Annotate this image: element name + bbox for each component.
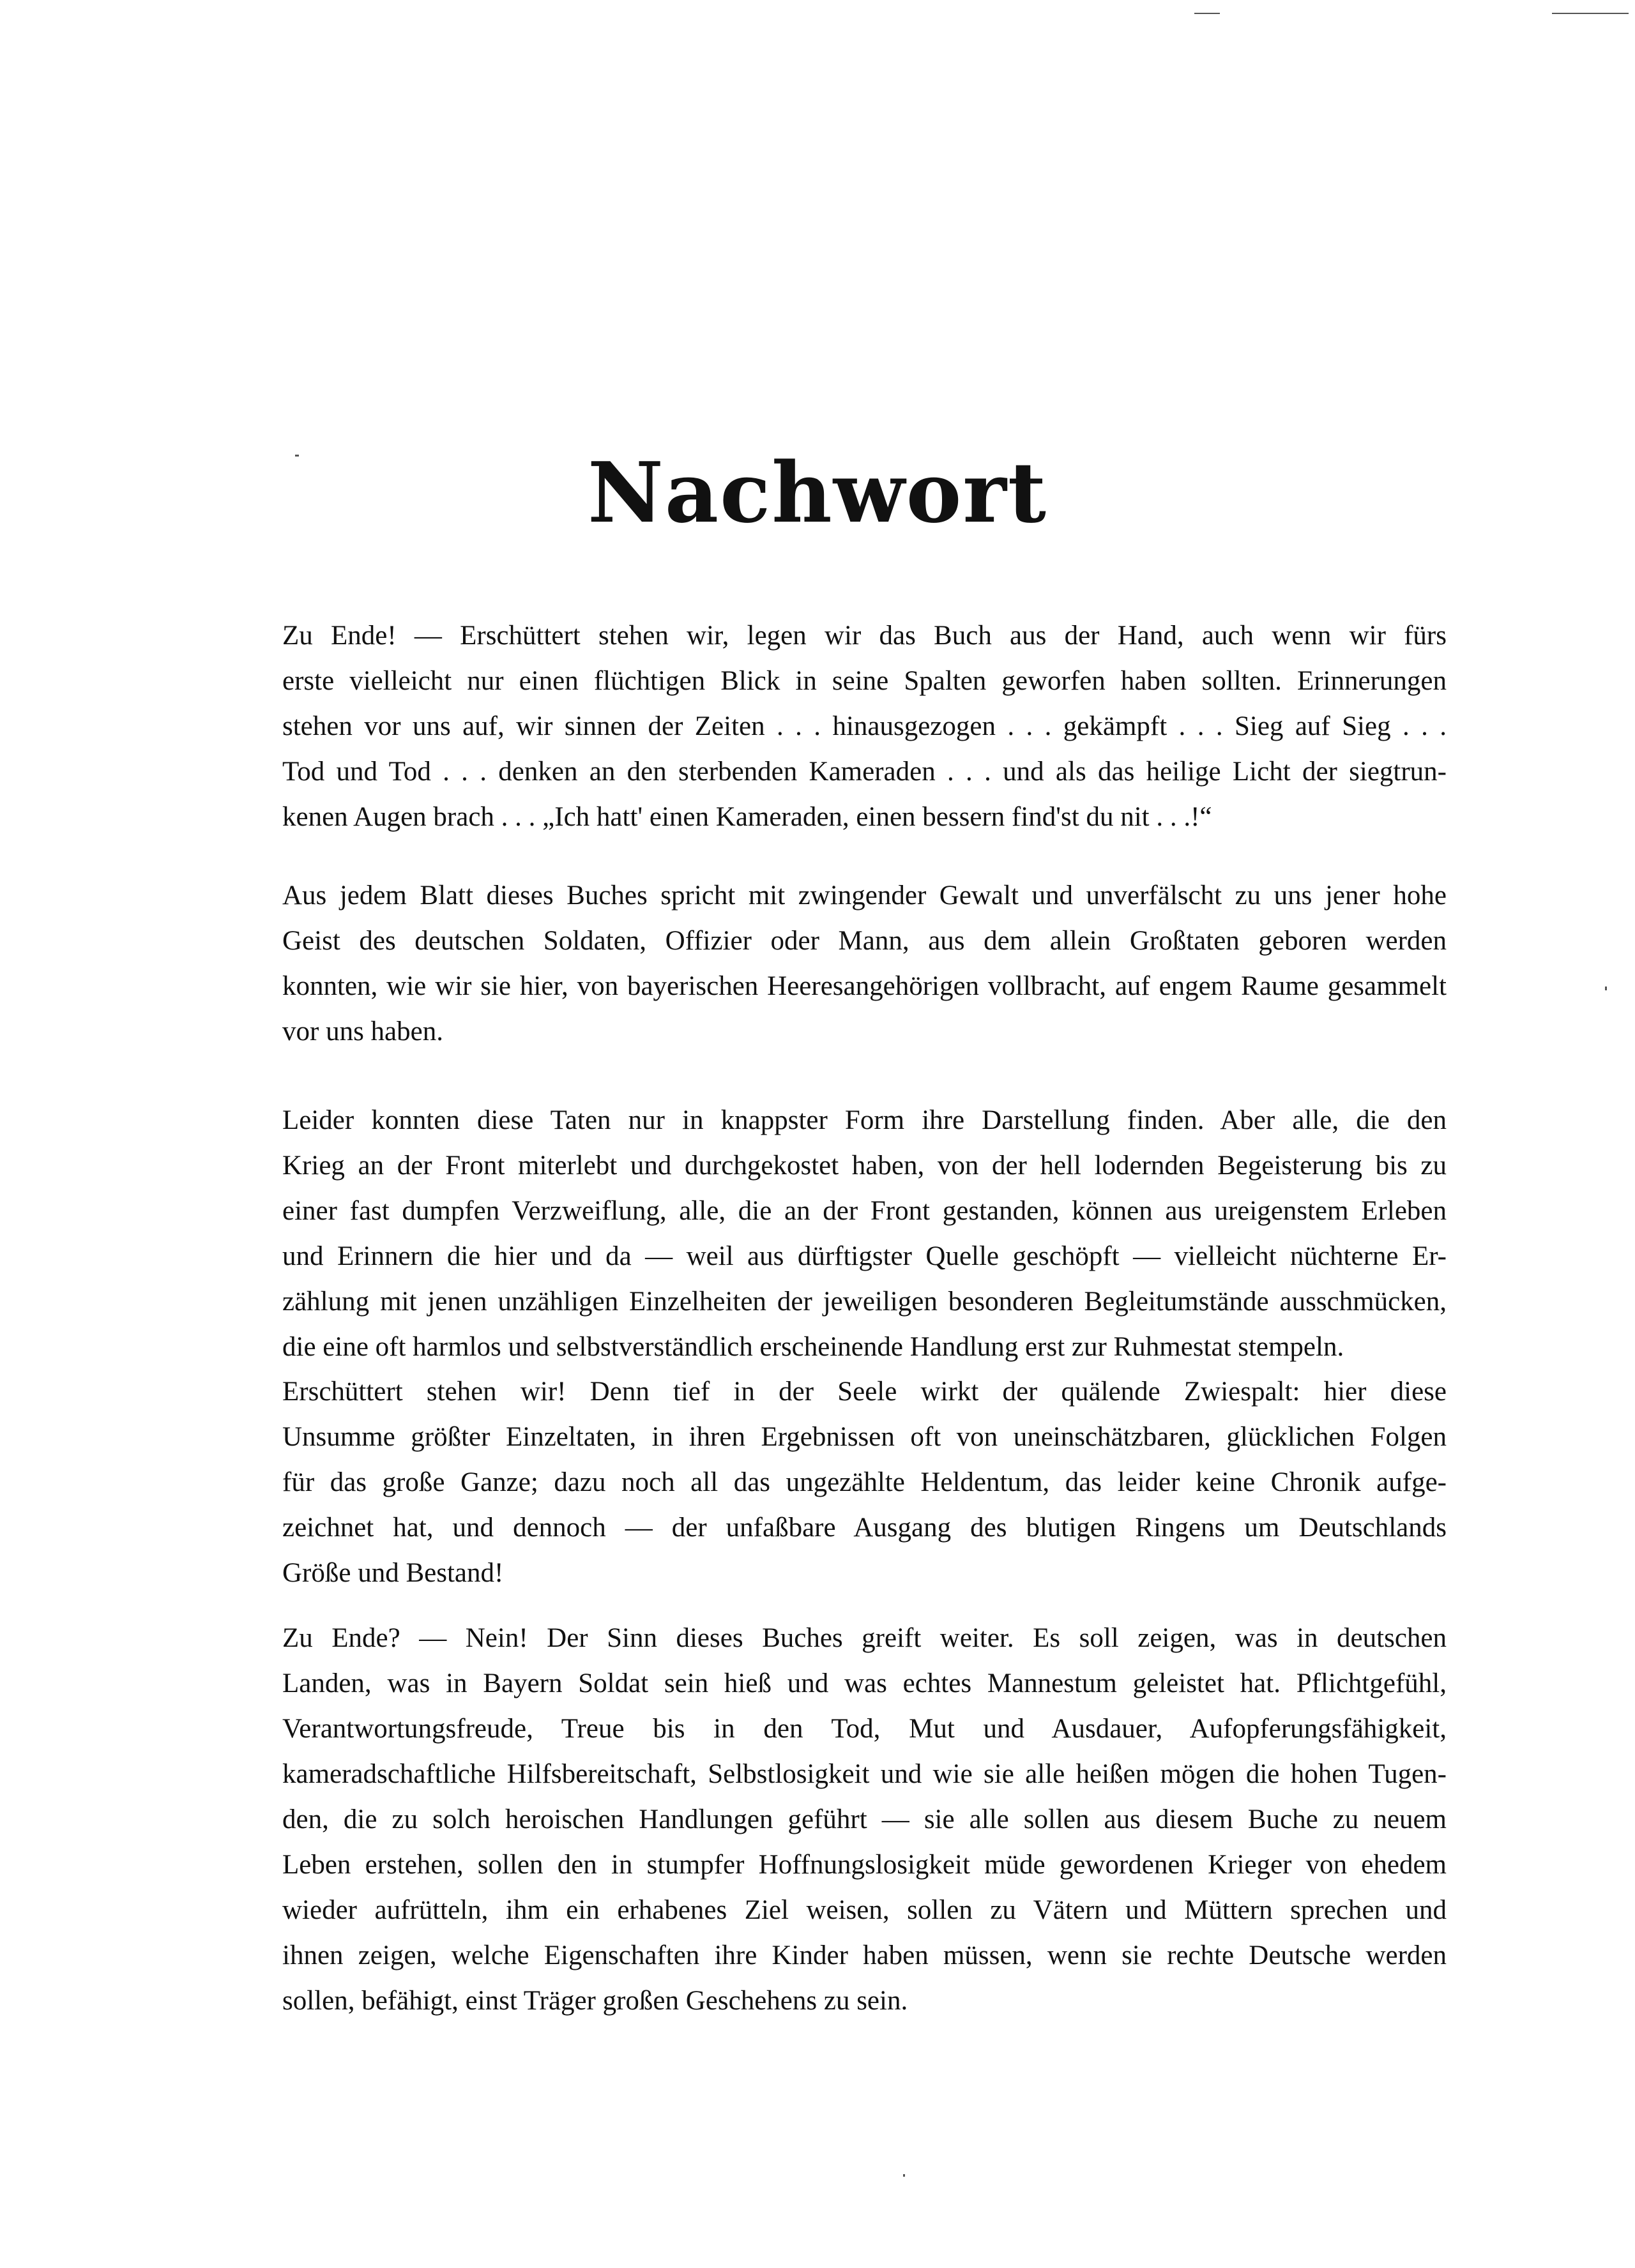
text-line: und Erinnern die hier und da — weil aus dürftigster Quelle geschöpft — vielleicht nüchterne Er-: [282, 1241, 1447, 1271]
text-line: Krieg an der Front miterlebt und durchgekostet haben, von der hell lodernden Begeisterung bis zu: [282, 1151, 1447, 1181]
text-line: kameradschaftliche Hilfsbereitschaft, Selbstlosigkeit und wie sie alle heißen mögen die hohen Tugen-: [282, 1759, 1447, 1789]
text-line: Leben erstehen, sollen den in stumpfer Hoffnungslosigkeit müde gewordenen Krieger von ehedem: [282, 1850, 1447, 1880]
text-line: einer fast dumpfen Verzweiflung, alle, die an der Front gestanden, können aus ureigenstem Erleben: [282, 1196, 1447, 1226]
text-line: stehen vor uns auf, wir sinnen der Zeiten . . . hinausgezogen . . . gekämpft . . . Sieg auf Sieg . . .: [282, 711, 1447, 741]
text-line: für das große Ganze; dazu noch all das ungezählte Heldentum, das leider keine Chronik aufge-: [282, 1467, 1447, 1497]
text-line: zählung mit jenen unzähligen Einzelheiten der jeweiligen besonderen Begleitumstände ausschmücken,: [282, 1287, 1447, 1317]
text-line: Größe und Bestand!: [282, 1558, 504, 1588]
text-line: die eine oft harmlos und selbstverständlich erscheinende Handlung erst zur Ruhmestat stempeln.: [282, 1332, 1344, 1362]
scan-speck: [1605, 987, 1607, 990]
text-line: Zu Ende! — Erschüttert stehen wir, legen wir das Buch aus der Hand, auch wenn wir fürs: [282, 621, 1447, 651]
text-line: erste vielleicht nur einen flüchtigen Blick in seine Spalten geworfen haben sollten. Erinnerungen: [282, 666, 1447, 696]
text-line: Unsumme größter Einzeltaten, in ihren Ergebnissen oft von uneinschätzbaren, glücklichen Folgen: [282, 1422, 1447, 1452]
text-line: Geist des deutschen Soldaten, Offizier oder Mann, aus dem allein Großtaten geboren werden: [282, 926, 1447, 956]
text-line: zeichnet hat, und dennoch — der unfaßbare Ausgang des blutigen Ringens um Deutschlands: [282, 1513, 1447, 1543]
text-line: Erschüttert stehen wir! Denn tief in der Seele wirkt der quälende Zwiespalt: hier diese: [282, 1377, 1447, 1407]
text-line: kenen Augen brach . . . „Ich hatt' einen Kameraden, einen bessern find'st du nit . . .!“: [282, 802, 1212, 832]
text-line: Aus jedem Blatt dieses Buches spricht mit zwingender Gewalt und unverfälscht zu uns jener hohe: [282, 881, 1447, 911]
text-line: ihnen zeigen, welche Eigenschaften ihre Kinder haben müssen, wenn sie rechte Deutsche werden: [282, 1940, 1447, 1970]
scan-mark: [1194, 13, 1220, 14]
paragraph: [282, 1369, 1447, 1596]
text-line: Leider konnten diese Taten nur in knappster Form ihre Darstellung finden. Aber alle, die den: [282, 1105, 1447, 1135]
paragraph: [282, 1615, 1447, 2023]
text-line: vor uns haben.: [282, 1017, 443, 1047]
scan-mark: [1552, 13, 1629, 14]
text-line: Verantwortungsfreude, Treue bis in den Tod, Mut und Ausdauer, Aufopferungsfähigkeit,: [282, 1714, 1447, 1744]
text-line: den, die zu solch heroischen Handlungen geführt — sie alle sollen aus diesem Buche zu neuem: [282, 1804, 1447, 1834]
text-line: konnten, wie wir sie hier, von bayerischen Heeresangehörigen vollbracht, auf engem Raume gesammelt: [282, 971, 1447, 1001]
text-line: Landen, was in Bayern Soldat sein hieß und was echtes Mannestum geleistet hat. Pflichtgefühl,: [282, 1668, 1447, 1698]
paragraph: [282, 1098, 1447, 1370]
paragraph: [282, 613, 1447, 840]
text-line: Tod und Tod . . . denken an den sterbenden Kameraden . . . und als das heilige Licht der siegtrun-: [282, 757, 1447, 787]
scan-speck: [903, 2174, 905, 2177]
text-line: wieder aufrütteln, ihm ein erhabenes Ziel weisen, sollen zu Vätern und Müttern sprechen und: [282, 1895, 1447, 1925]
text-line: Zu Ende? — Nein! Der Sinn dieses Buches greift weiter. Es soll zeigen, was in deutschen: [282, 1623, 1447, 1653]
text-line: sollen, befähigt, einst Träger großen Geschehens zu sein.: [282, 1986, 908, 2016]
paragraph: [282, 873, 1447, 1054]
page-title: Nachwort: [588, 444, 1047, 541]
scan-speck: [295, 455, 299, 457]
